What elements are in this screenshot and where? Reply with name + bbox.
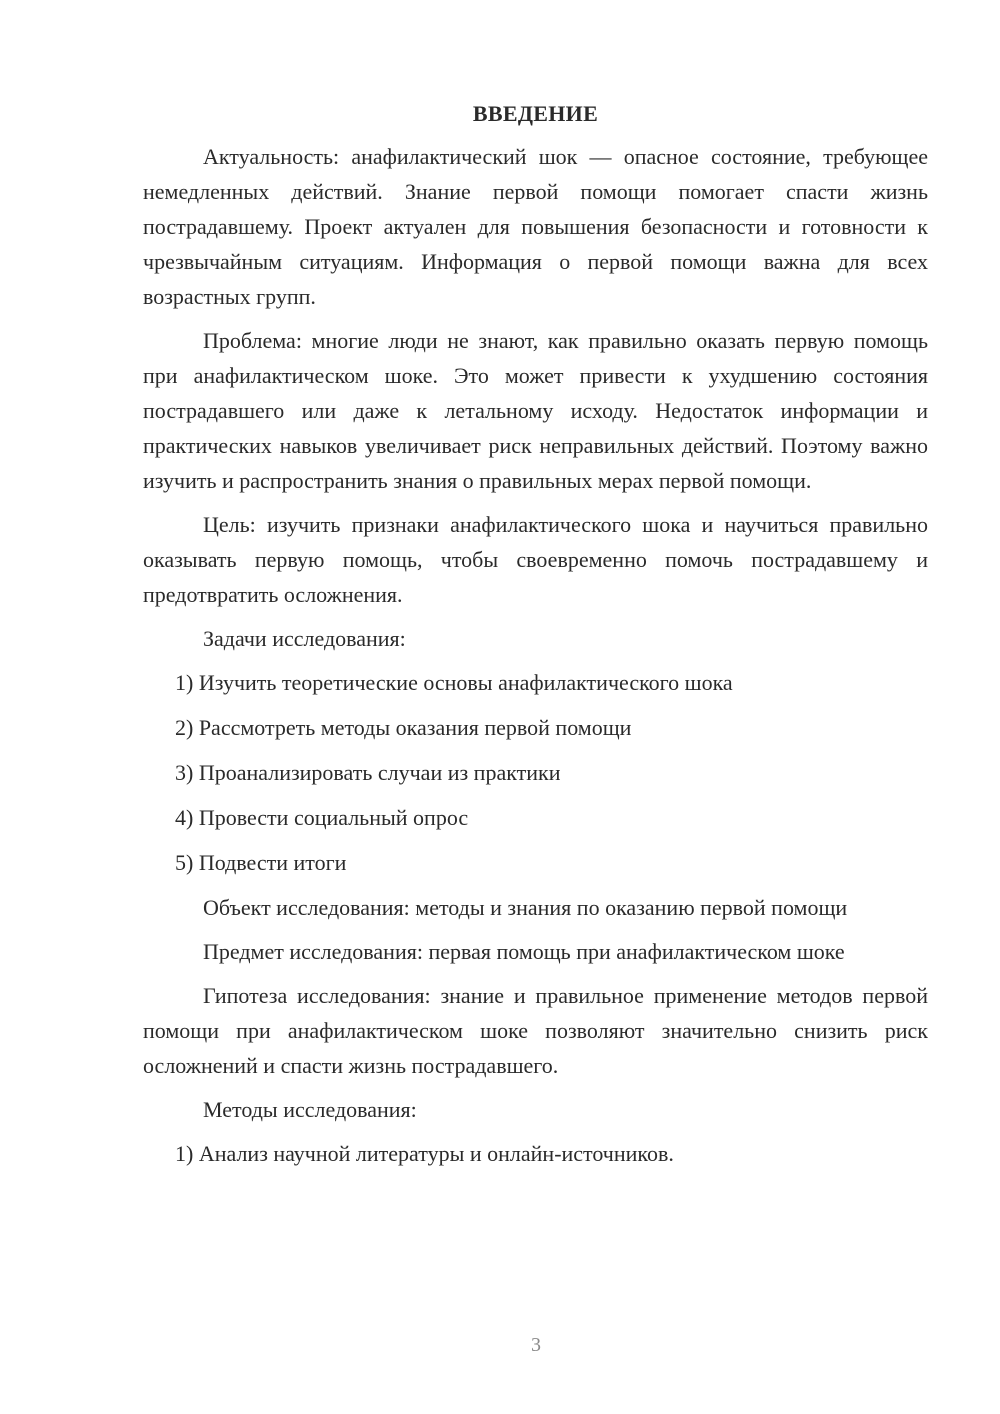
- list-item: 3) Проанализировать случаи из практики: [175, 760, 561, 785]
- list-item: 2) Рассмотреть методы оказания первой помощи: [175, 715, 632, 740]
- relevance-paragraph: Актуальность: анафилактический шок — опасное состояние, требующее немедленных действий. Знание первой помощи помогает спасти жизнь пострадавшему. Проект актуален для повышения безопасности и готовности к чрезвычайным ситуациям. Информация о первой помощи важна для всех возрастных групп.: [143, 144, 928, 309]
- list-item: 4) Провести социальный опрос: [175, 805, 469, 830]
- page-number: 3: [531, 1334, 541, 1356]
- list-item: 1) Изучить теоретические основы анафилактического шока: [175, 670, 733, 695]
- hypothesis-paragraph: Гипотеза исследования: знание и правильное применение методов первой помощи при анафилактическом шоке позволяют значительно снизить риск осложнений и спасти жизнь пострадавшего.: [143, 983, 928, 1078]
- list-item: 5) Подвести итоги: [175, 850, 347, 875]
- page-title: ВВЕДЕНИЕ: [472, 101, 599, 126]
- subject-paragraph: Предмет исследования: первая помощь при анафилактическом шоке: [203, 939, 845, 964]
- tasks-heading: Задачи исследования:: [203, 626, 406, 651]
- methods-heading: Методы исследования:: [203, 1097, 417, 1122]
- methods-list: [143, 1136, 928, 1171]
- list-item: 1) Анализ научной литературы и онлайн-источников.: [175, 1141, 674, 1166]
- tasks-list: [143, 665, 928, 880]
- page-content: [143, 96, 928, 1181]
- goal-paragraph: Цель: изучить признаки анафилактического шока и научиться правильно оказывать первую помощь, чтобы своевременно помочь пострадавшему и предотвратить осложнения.: [143, 512, 928, 607]
- problem-paragraph: Проблема: многие люди не знают, как правильно оказать первую помощь при анафилактическом шоке. Это может привести к ухудшению состояния пострадавшего или даже к летальному исходу. Недостаток информации и практических навыков увеличивает риск неправильных действий. Поэтому важно изучить и распространить знания о правильных мерах первой помощи.: [143, 328, 928, 493]
- object-paragraph: Объект исследования: методы и знания по оказанию первой помощи: [203, 895, 848, 920]
